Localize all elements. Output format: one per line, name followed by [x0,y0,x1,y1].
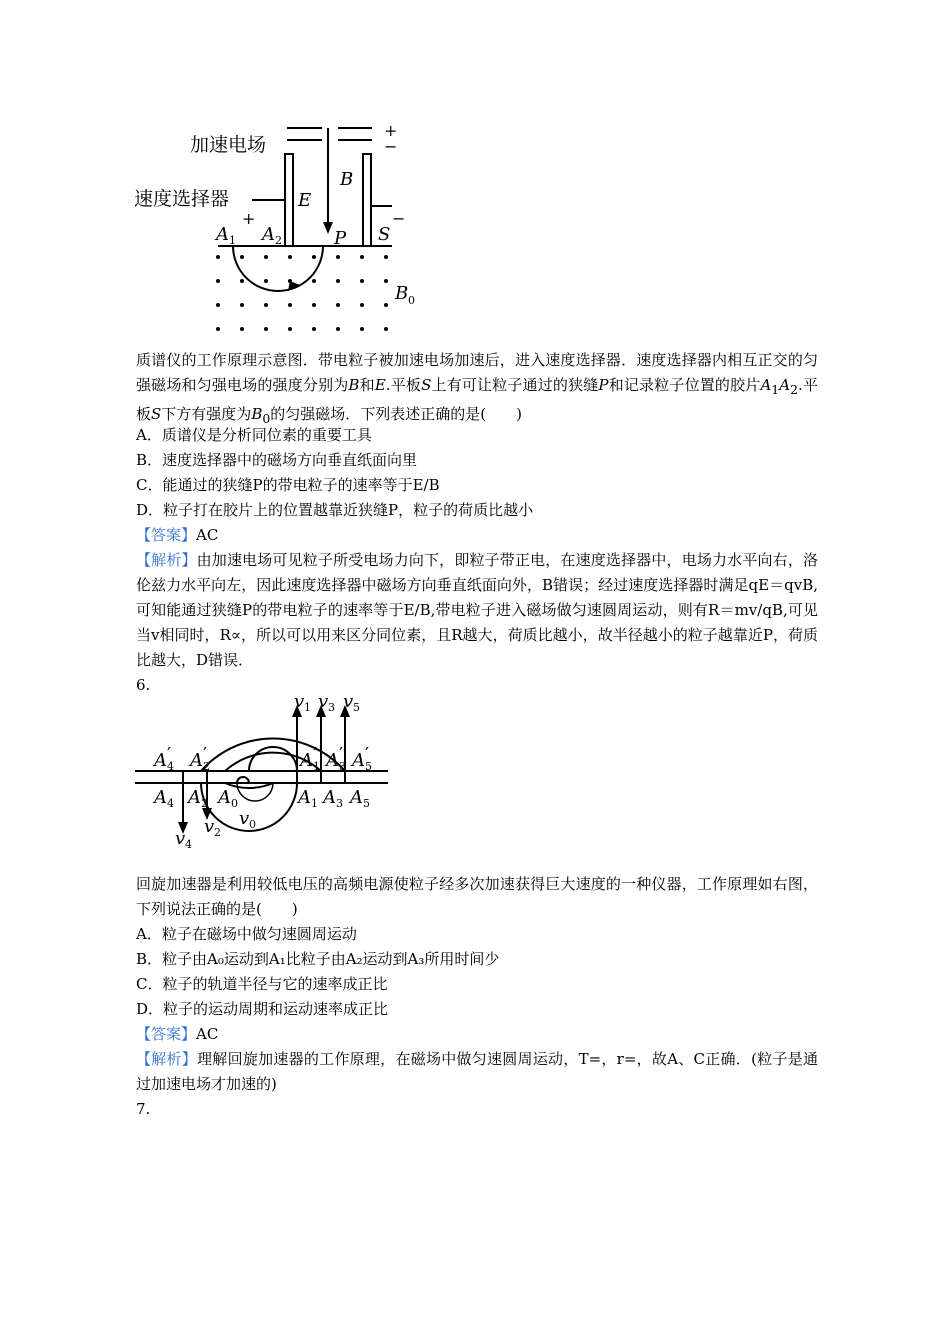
label-velocity-selector: 速度选择器 [134,188,230,210]
svg-text:2: 2 [203,760,210,773]
q5-option-a: A．质谱仪是分析同位素的重要工具 [136,426,372,444]
svg-text:A: A [190,750,203,771]
q6-option-d: D．粒子的运动周期和运动速率成正比 [136,1000,389,1018]
svg-text:A: A [218,787,231,808]
svg-text:A: A [154,787,167,808]
svg-text:4: 4 [167,797,174,810]
svg-text:1: 1 [304,701,311,714]
q6-option-b: B．粒子由A₀运动到A₁比粒子由A₂运动到A₃所用时间少 [136,950,500,968]
svg-text:A: A [323,787,336,808]
magnetic-field-dots [216,255,388,331]
svg-text:A: A [154,750,167,771]
svg-text:′: ′ [203,744,208,765]
analysis-tag: 【解析】 [136,1050,198,1068]
svg-text:A: A [188,787,201,808]
plus-sign-left: + [242,209,256,228]
svg-text:0: 0 [249,818,256,831]
q6-number: 6. [136,676,151,694]
svg-text:′: ′ [365,744,370,765]
q5-answer [136,523,218,548]
svg-text:2: 2 [214,826,221,839]
svg-text:A: A [352,750,365,771]
svg-text:2: 2 [201,797,208,810]
svg-text:2: 2 [275,234,282,247]
svg-text:1: 1 [313,760,320,773]
answer-tag: 【答案】 [136,526,197,544]
label-B: B [340,169,354,190]
svg-text:0: 0 [231,797,238,810]
q6-option-a: A．粒子在磁场中做匀速圆周运动 [136,925,357,943]
svg-text:A: A [300,750,313,771]
minus-sign-right: − [392,209,406,228]
svg-text:v: v [204,816,215,837]
label-P: P [334,228,347,249]
label-A2: A [262,224,275,245]
svg-text:′: ′ [313,744,318,765]
svg-text:3: 3 [336,797,343,810]
plus-sign-top: + [384,121,398,140]
svg-text:0: 0 [408,294,415,307]
svg-text:1: 1 [229,234,236,247]
svg-text:v: v [239,808,250,829]
answer-value: AC [196,1025,219,1043]
label-A1: A [216,224,229,245]
svg-text:v: v [294,691,305,712]
svg-text:3: 3 [339,760,346,773]
svg-text:v: v [343,691,354,712]
svg-text:v: v [175,828,186,849]
q6-stem: 回旋加速器是利用较低电压的高频电源使粒子经多次加速获得巨大速度的一种仪器，工作原理如右图，下列说法正确的是( ) [136,875,818,918]
svg-text:′: ′ [339,744,344,765]
svg-text:4: 4 [167,760,174,773]
answer-tag: 【答案】 [136,1025,197,1043]
q5-option-d: D．粒子打在胶片上的位置越靠近狭缝P，粒子的荷质比越小 [136,501,534,519]
minus-sign-top: − [384,137,398,156]
svg-text:1: 1 [311,797,318,810]
svg-text:A: A [350,787,363,808]
mass-spectrometer-figure [130,118,420,343]
q5-option-c: C．能通过的狭缝P的带电粒子的速率等于E/B [136,476,440,494]
q5-stem: 质谱仪的工作原理示意图．带电粒子被加速电场加速后，进入速度选择器．速度选择器内相互正交的匀强磁场和匀强电场的强度分别为B和E.平板S上有可让粒子通过的狭缝P和记录粒子位置的胶片$A_1A_2$.平板S下方有强度为$B_0$的匀强磁场．下列表述正确的是( ) [136,351,818,426]
svg-text:5: 5 [363,797,370,810]
svg-text:A: A [298,787,311,808]
svg-text:5: 5 [365,760,372,773]
svg-text:4: 4 [185,838,192,851]
svg-text:′: ′ [167,744,172,765]
svg-text:A: A [326,750,339,771]
q5-option-b: B．速度选择器中的磁场方向垂直纸面向里 [136,451,418,469]
svg-text:5: 5 [353,701,360,714]
q6-answer [136,1022,218,1047]
cyclotron-figure [130,688,400,863]
q7-number: 7. [136,1100,151,1118]
label-accel-field: 加速电场 [190,134,267,156]
label-B0: B [395,283,409,304]
answer-value: AC [196,526,219,544]
q6-analysis: 【解析】理解回旋加速器的工作原理，在磁场中做匀速圆周运动，T=，r=，故A、C正确．(粒子是通过加速电场才加速的) [136,1050,818,1093]
svg-text:3: 3 [328,701,335,714]
label-S: S [378,224,391,245]
q5-analysis: 【解析】由加速电场可见粒子所受电场力向下，即粒子带正电，在速度选择器中，电场力水平向右，洛伦兹力水平向左，因此速度选择器中磁场方向垂直纸面向外，B错误；经过速度选择器时满足qE＝qvB,可知能通过狭缝P的带电粒子的速率等于E/B,带电粒子进入磁场做匀速圆周运动，则有R＝mv/qB,可见当v相同时，R∝，所以可以用来区分同位素，且R越大，荷质比越小，故半径越小的粒子越靠近P，荷质比越大，D错误． [136,551,819,669]
label-E: E [298,190,312,211]
q6-option-c: C．粒子的轨道半径与它的速率成正比 [136,975,388,993]
svg-text:v: v [318,691,329,712]
analysis-tag: 【解析】 [136,551,197,569]
